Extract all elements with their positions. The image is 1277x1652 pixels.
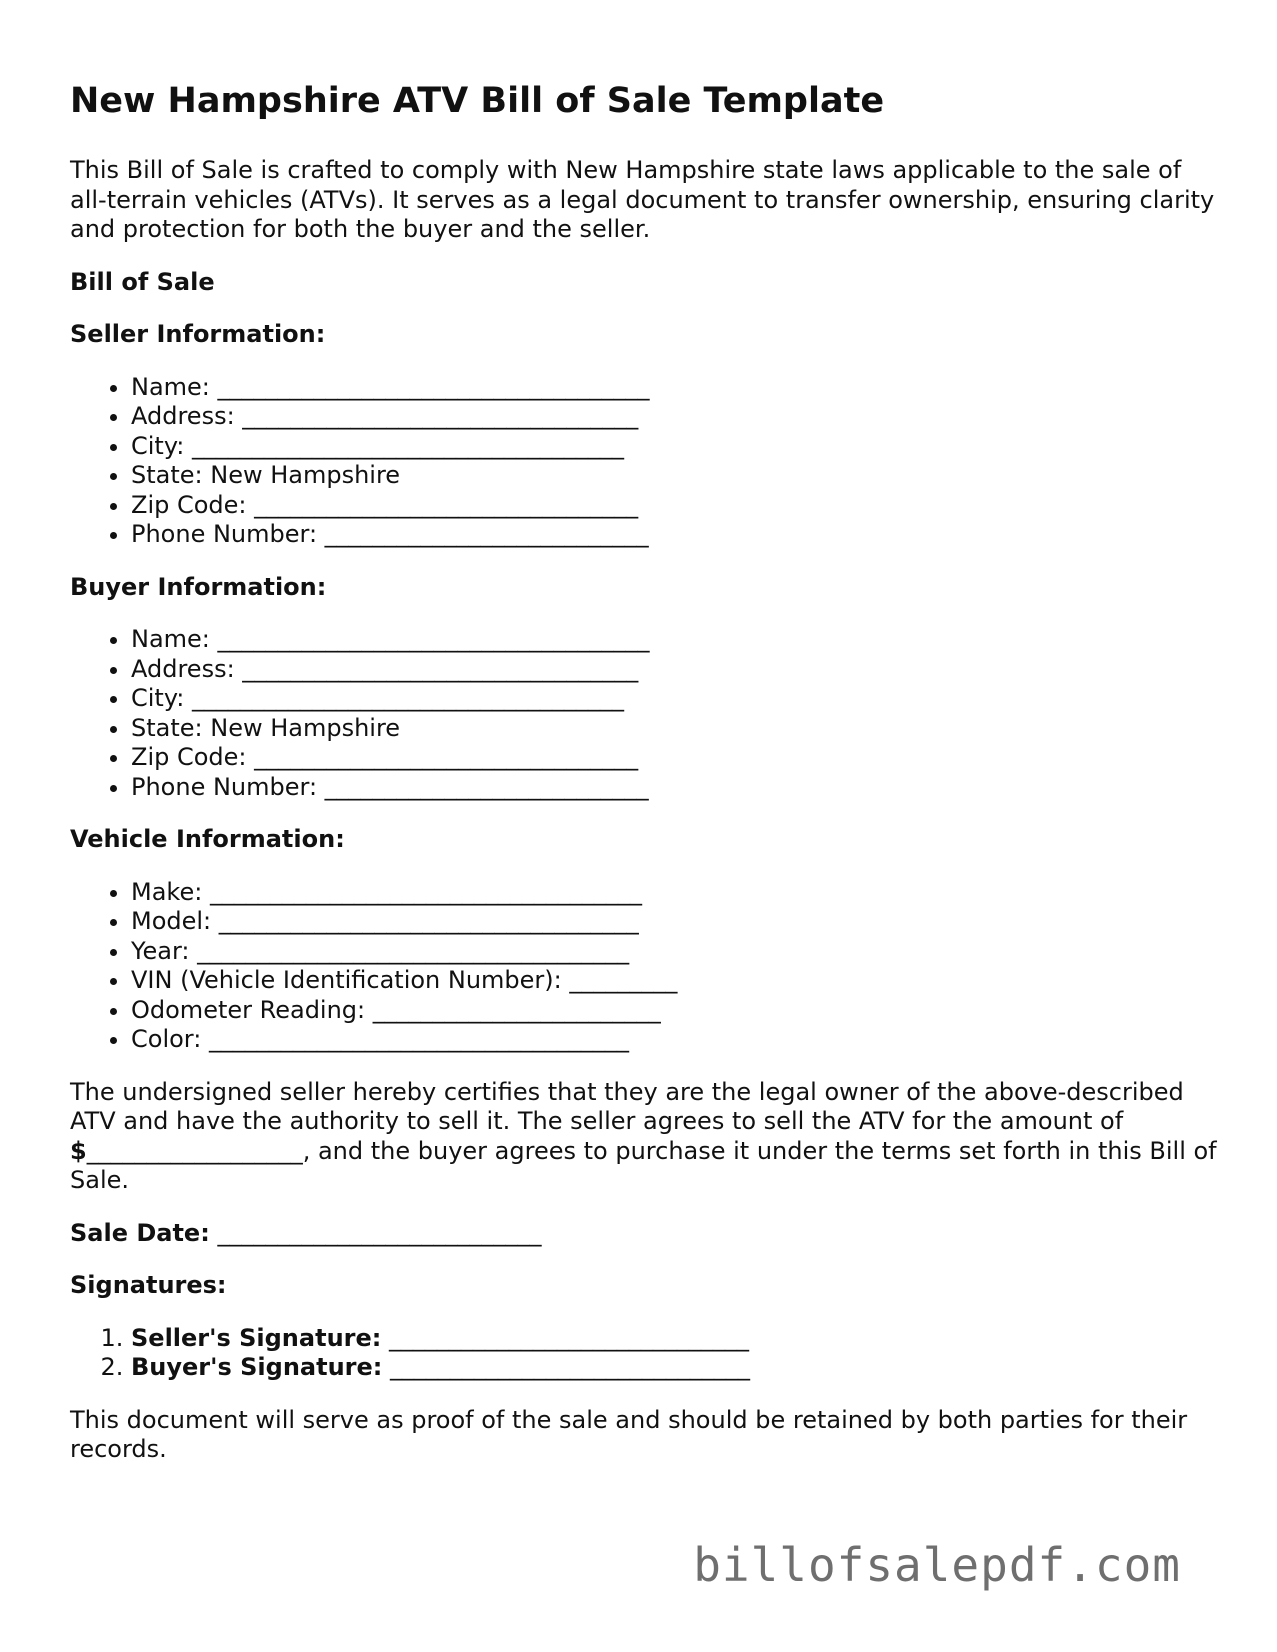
intro-paragraph: This Bill of Sale is crafted to comply with New Hampshire state laws applicable to the sale of all-terrain vehicles (ATVs). It serves as a legal document to transfer ownership, ensuring clarity and protection for both the buyer and the seller.	[70, 156, 1215, 243]
sale-date-label: Sale Date:	[70, 1218, 210, 1247]
site-watermark: billofsalepdf.com	[693, 1538, 1181, 1592]
signatures-heading: Signatures:	[70, 1271, 227, 1299]
document-title: New Hampshire ATV Bill of Sale Template	[70, 81, 885, 121]
buyer-zip-field[interactable]: • Zip Code: ________________________________	[131, 743, 1220, 773]
seller-info-heading: Seller Information:	[70, 320, 326, 348]
sale-date-field[interactable]: ___________________________	[209, 1218, 542, 1247]
buyer-state-field: • State: New Hampshire	[131, 714, 1220, 744]
vehicle-model-field[interactable]: • Model: ___________________________________	[131, 907, 1220, 937]
vehicle-year-field[interactable]: • Year: ____________________________________	[131, 937, 1220, 967]
vehicle-color-field[interactable]: • Color: ___________________________________	[131, 1025, 1220, 1055]
seller-signature-label: Seller's Signature:	[131, 1323, 382, 1352]
seller-name-field[interactable]: • Name: ____________________________________	[131, 373, 1220, 403]
seller-phone-field[interactable]: • Phone Number: ___________________________	[131, 520, 1220, 550]
signatures-list	[70, 1324, 1220, 1383]
certification-paragraph	[70, 1078, 1220, 1196]
bill-of-sale-heading: Bill of Sale	[70, 267, 215, 296]
closing-paragraph: This document will serve as proof of the sale and should be retained by both parties for their records.	[70, 1405, 1188, 1463]
seller-city-field[interactable]: • City: ____________________________________	[131, 432, 1220, 462]
vehicle-info-list	[70, 878, 1220, 1055]
buyer-info-heading: Buyer Information:	[70, 572, 327, 601]
seller-address-field[interactable]: • Address: _________________________________	[131, 402, 1220, 432]
vehicle-info-heading: Vehicle Information:	[70, 825, 345, 853]
buyer-address-field[interactable]: • Address: _________________________________	[131, 655, 1220, 685]
buyer-phone-field[interactable]: • Phone Number: ___________________________	[131, 773, 1220, 803]
certification-text-start: The undersigned seller hereby certifies that they are the legal owner of the above-described ATV and have the authority to sell it. The seller agrees to sell the ATV for the amount of	[70, 1077, 1184, 1135]
amount-currency-symbol: $	[70, 1136, 87, 1165]
buyer-signature-field[interactable]: ______________________________	[382, 1353, 751, 1381]
seller-zip-field[interactable]: • Zip Code: ________________________________	[131, 491, 1220, 521]
seller-info-list	[70, 373, 1220, 550]
vehicle-make-field[interactable]: • Make: ____________________________________	[131, 878, 1220, 908]
seller-signature-field[interactable]: ______________________________	[381, 1323, 749, 1352]
buyer-signature-item	[131, 1353, 1220, 1383]
vehicle-odometer-field[interactable]: • Odometer Reading: ________________________	[131, 996, 1220, 1026]
certification-text-end: , and the buyer agrees to purchase it under the terms set forth in this Bill of Sale.	[70, 1136, 1217, 1194]
buyer-info-list	[70, 625, 1220, 802]
buyer-city-field[interactable]: • City: ____________________________________	[131, 684, 1220, 714]
seller-signature-item	[131, 1324, 1220, 1354]
vehicle-vin-field[interactable]: • VIN (Vehicle Identification Number): _________	[131, 966, 1220, 996]
document-page	[70, 80, 1220, 1465]
buyer-signature-label: Buyer's Signature:	[131, 1353, 383, 1381]
amount-field[interactable]: __________________	[86, 1136, 303, 1165]
sale-date-line	[70, 1219, 1220, 1249]
seller-state-field: • State: New Hampshire	[131, 461, 1220, 491]
buyer-name-field[interactable]: • Name: ____________________________________	[131, 625, 1220, 655]
